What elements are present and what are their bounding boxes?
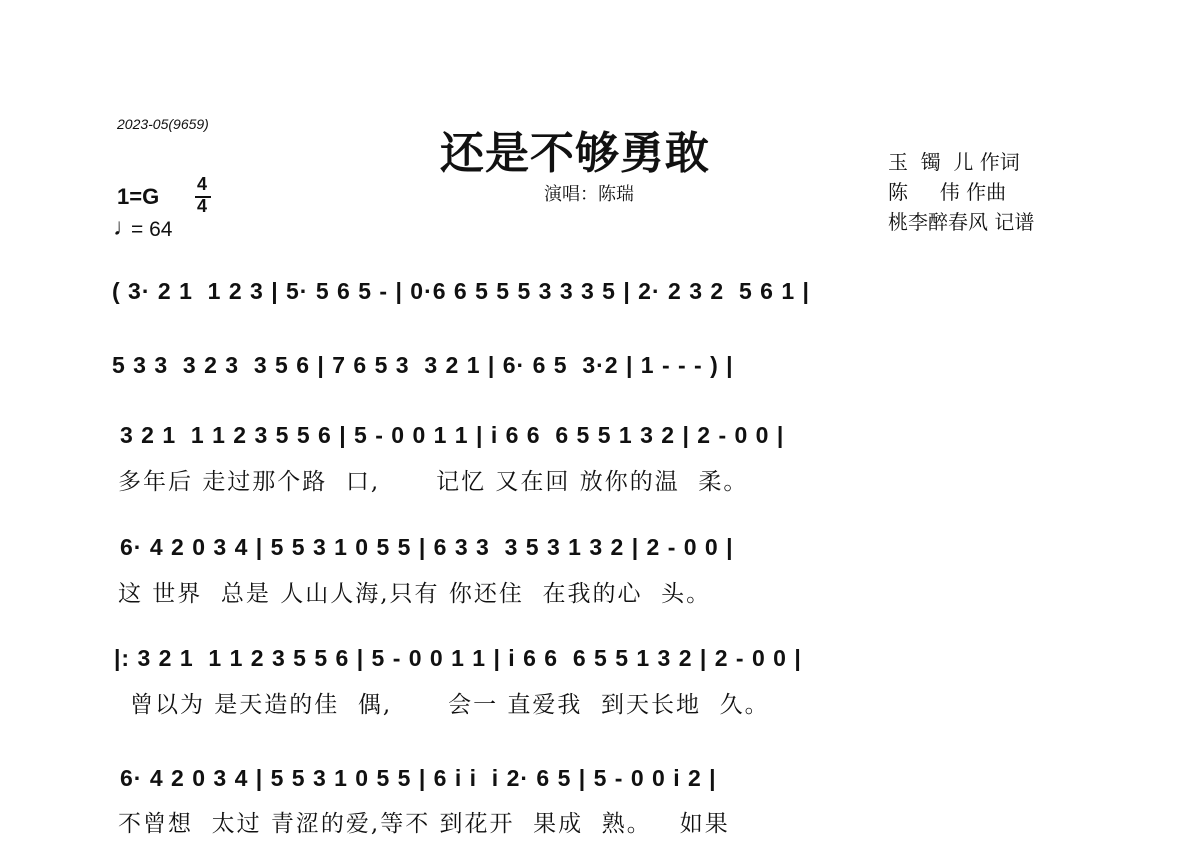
lyric-line-1: 多年后 走过那个路 口, 记忆 又在回 放你的温 柔。 [118, 469, 749, 495]
singer-credit: 演唱：陈瑞 [544, 184, 634, 205]
time-signature-top: 4 [197, 174, 208, 194]
lyric-line-2: 这 世界 总是 人山人海,只有 你还住 在我的心 头。 [118, 581, 712, 607]
transcriber-credit: 桃李醉春风 记谱 [888, 210, 1035, 234]
lyricist-credit: 玉 镯 儿 作词 [888, 150, 1020, 174]
score-code: 2023-05(9659) [117, 116, 209, 132]
tempo-value: = 64 [131, 218, 173, 241]
lyric-line-4: 不曾想 太过 青涩的爱,等不 到花开 果成 熟。 如果 [118, 811, 730, 837]
key-signature: 1=G [117, 184, 160, 209]
notation-line-2: 6· 4 2 0 3 4 | 5 5 3 1 0 5 5 | 6 3 3 3 5 3 1 3 2 | 2 - 0 0 | [120, 534, 734, 560]
tempo-note-icon: ♩ [113, 214, 137, 241]
notation-line-4: 6· 4 2 0 3 4 | 5 5 3 1 0 5 5 | 6 i i i 2· 6 5 | 5 - 0 0 i 2 | [120, 765, 717, 791]
lyric-line-3: 曾以为 是天造的佳 偶, 会一 直爱我 到天长地 久。 [130, 692, 770, 718]
time-signature-bottom: 4 [197, 196, 208, 216]
notation-line-3: |: 3 2 1 1 1 2 3 5 5 6 | 5 - 0 0 1 1 | i 6 6 6 5 5 1 3 2 | 2 - 0 0 | [114, 645, 802, 671]
intro-notation-line-1: ( 3· 2 1 1 2 3 | 5· 5 6 5 - | 0·6 6 5 5 5 3 3 3 5 | 2· 2 3 2 5 6 1 | [112, 278, 810, 304]
song-title: 还是不够勇敢 [440, 128, 710, 179]
notation-line-1: 3 2 1 1 1 2 3 5 5 6 | 5 - 0 0 1 1 | i 6 6 6 5 5 1 3 2 | 2 - 0 0 | [120, 422, 785, 448]
composer-credit: 陈 伟 作曲 [888, 180, 1007, 204]
intro-notation-line-2: 5 3 3 3 2 3 3 5 6 | 7 6 5 3 3 2 1 | 6· 6 5 3·2 | 1 - - - ) | [112, 352, 734, 378]
